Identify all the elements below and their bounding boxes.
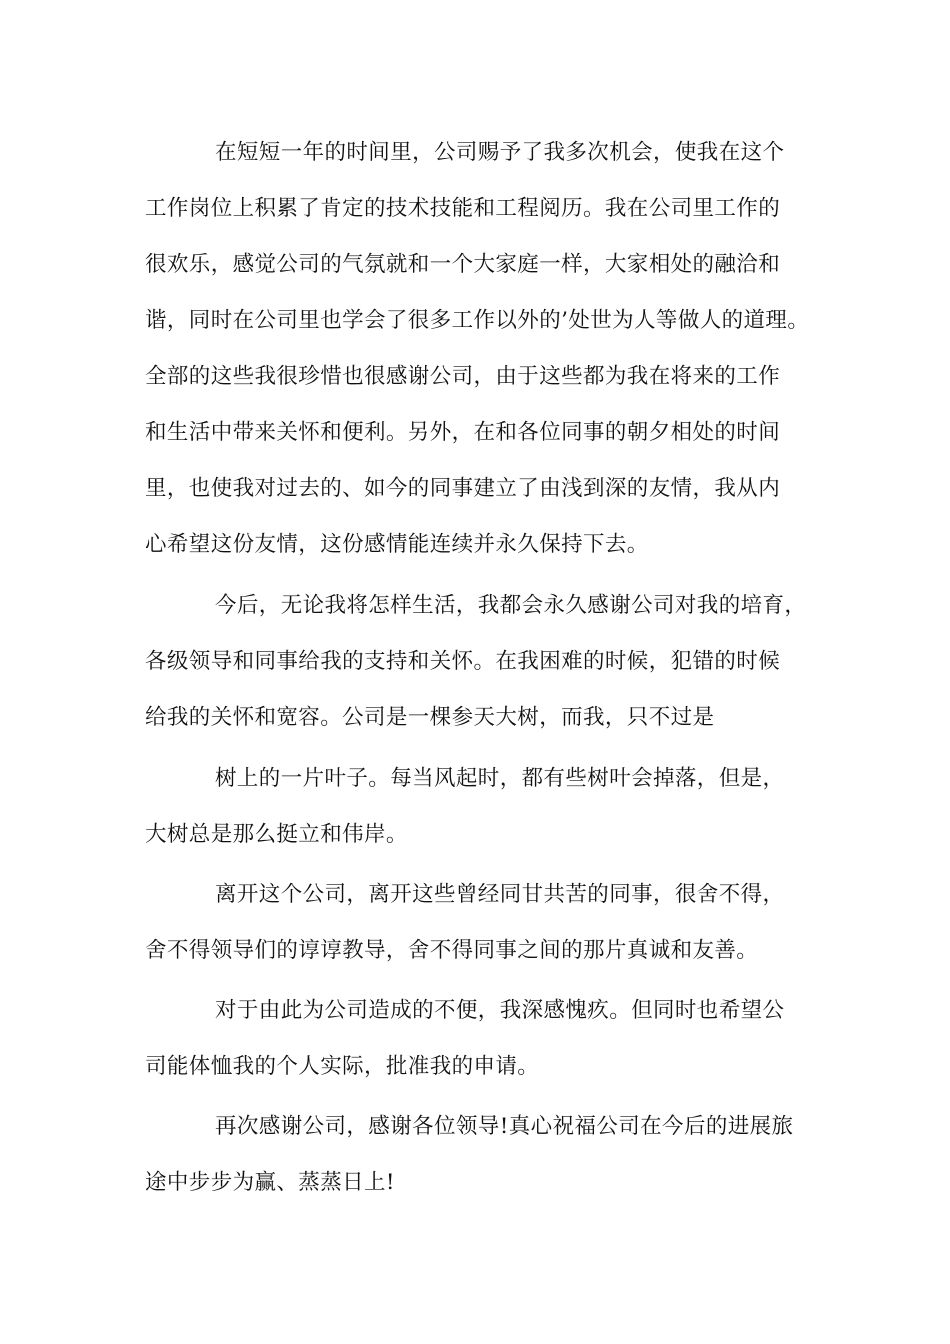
paragraph-line: 途中步步为赢、蒸蒸日上! [145, 1170, 395, 1195]
paragraph-line: 司能体恤我的个人实际，批准我的申请。 [145, 1054, 540, 1079]
paragraph-line: 工作岗位上积累了肯定的技术技能和工程阅历。我在公司里工作的 [145, 196, 781, 221]
paragraph-line: 各级领导和同事给我的支持和关怀。在我困难的时候，犯错的时候 [145, 649, 781, 674]
paragraph-line: 舍不得领导们的谆谆教导，舍不得同事之间的那片真诚和友善。 [145, 938, 759, 963]
paragraph-line: 和生活中带来关怀和便利。另外，在和各位同事的朝夕相处的时间 [145, 420, 781, 445]
paragraph-line: 离开这个公司，离开这些曾经同甘共苦的同事，很舍不得， [215, 882, 785, 907]
paragraph-line: 大树总是那么挺立和伟岸。 [145, 822, 408, 847]
paragraph-line: 给我的关怀和宽容。公司是一棵参天大树，而我，只不过是 [145, 705, 715, 730]
paragraph-line: 谐，同时在公司里也学会了很多工作以外的’处世为人等做人的道理。 [145, 308, 810, 333]
paragraph-line: 在短短一年的时间里，公司赐予了我多次机会，使我在这个 [215, 140, 785, 165]
paragraph-line: 树上的一片叶子。每当风起时，都有些树叶会掉落，但是， [215, 766, 785, 791]
paragraph-line: 对于由此为公司造成的不便，我深感愧疚。但同时也希望公 [215, 998, 785, 1023]
paragraph-line: 里，也使我对过去的、如今的同事建立了由浅到深的友情，我从内 [145, 476, 781, 501]
paragraph-line: 心希望这份友情，这份感情能连续并永久保持下去。 [145, 532, 649, 557]
paragraph-line: 再次感谢公司，感谢各位领导!真心祝福公司在今后的进展旅 [215, 1114, 794, 1139]
paragraph-line: 很欢乐，感觉公司的气氛就和一个大家庭一样，大家相处的融洽和 [145, 252, 781, 277]
paragraph-line: 今后，无论我将怎样生活，我都会永久感谢公司对我的培育， [215, 593, 807, 618]
paragraph-line: 全部的这些我很珍惜也很感谢公司，由于这些都为我在将来的工作 [145, 364, 781, 389]
